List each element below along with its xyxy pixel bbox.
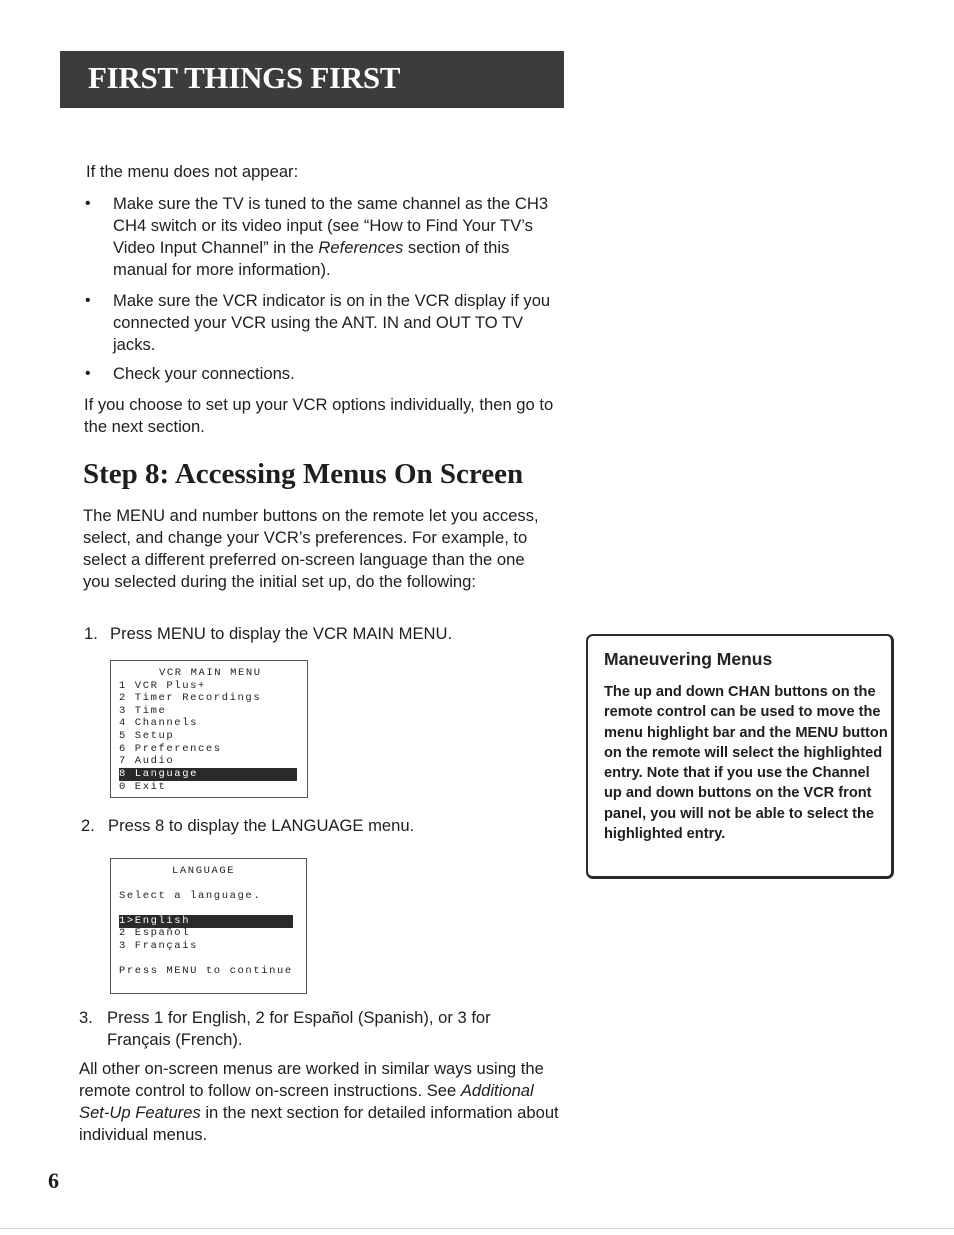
menu-item: 3 Time [119, 705, 167, 717]
bullet-marker: • [85, 292, 91, 309]
language-option: 2 Español [119, 927, 191, 939]
references-link-text: References [318, 238, 404, 257]
bullet-item: Make sure the VCR indicator is on in the VCR display if you connected your VCR using the ANT. IN and OUT TO TV jacks. [113, 291, 551, 354]
vcr-main-menu-screen [110, 660, 308, 798]
chapter-banner [60, 51, 564, 108]
language-menu-screen [110, 858, 307, 994]
language-screen-title: LANGUAGE [172, 865, 236, 877]
menu-item: 0 Exit [119, 781, 167, 793]
language-option-highlighted: 1>English [119, 915, 293, 928]
language-prompt: Select a language. [119, 890, 262, 902]
intro-text: If the menu does not appear: [86, 162, 299, 181]
sidebar-title: Maneuvering Menus [604, 649, 773, 669]
menu-item: 2 Timer Recordings [119, 692, 262, 704]
menu-item: 4 Channels [119, 717, 199, 729]
step-text: Press 1 for English, 2 for Español (Spanish), or 3 for Français (French). [107, 1008, 491, 1049]
section-heading: Step 8: Accessing Menus On Screen [83, 458, 524, 490]
bullet-marker: • [85, 195, 91, 212]
bullet-item: Check your connections. [113, 364, 295, 383]
step-number: 1. [84, 624, 98, 643]
maneuvering-menus-sidebar [586, 634, 894, 879]
closing-text: All other on-screen menus are worked in similar ways using the remote control to follow on-screen instructions. See Additional Set-Up Features in the next section for detailed information about individual menus. [79, 1059, 559, 1144]
step-number: 2. [81, 816, 95, 835]
menu-item: 7 Audio [119, 755, 175, 767]
step-text: Press 8 to display the LANGUAGE menu. [108, 816, 415, 835]
step-number: 3. [79, 1008, 93, 1027]
menu-item: 5 Setup [119, 730, 175, 742]
step-text: Press MENU to display the VCR MAIN MENU. [110, 624, 453, 643]
additional-setup-ref: Additional Set-Up Features [79, 1081, 534, 1122]
menu-screen-title: VCR MAIN MENU [159, 667, 262, 679]
language-footer: Press MENU to continue [119, 965, 293, 977]
menu-item: 1 VCR Plus+ [119, 680, 206, 692]
menu-item: 6 Preferences [119, 743, 222, 755]
menu-item-highlighted: 8 Language [119, 768, 297, 781]
language-option: 3 Français [119, 940, 199, 952]
after-bullets-text: If you choose to set up your VCR options individually, then go to the next section. [84, 395, 554, 436]
page-number: 6 [48, 1168, 59, 1193]
sidebar-body: The up and down CHAN buttons on the remote control can be used to move the menu highlight bar and the MENU button on the remote will select the highlighted entry. Note that if you use the Channel up and down buttons on the VCR front panel, you will not be able to select the highlighted entry. [604, 684, 888, 843]
bullet-item: Make sure the TV is tuned to the same channel as the CH3 CH4 switch or its video input (see “How to Find Your TV’s Video Input Channel” in the References section of this manual for more information). [113, 194, 549, 279]
chapter-title: FIRST THINGS FIRST [88, 60, 401, 95]
bottom-divider [0, 1228, 954, 1229]
bullet-marker: • [85, 365, 91, 382]
section-intro: The MENU and number buttons on the remote let you access, select, and change your VCR’s preferences. For example, to select a different preferred on-screen language than the one you selected during the initial set up, do the following: [83, 506, 539, 591]
